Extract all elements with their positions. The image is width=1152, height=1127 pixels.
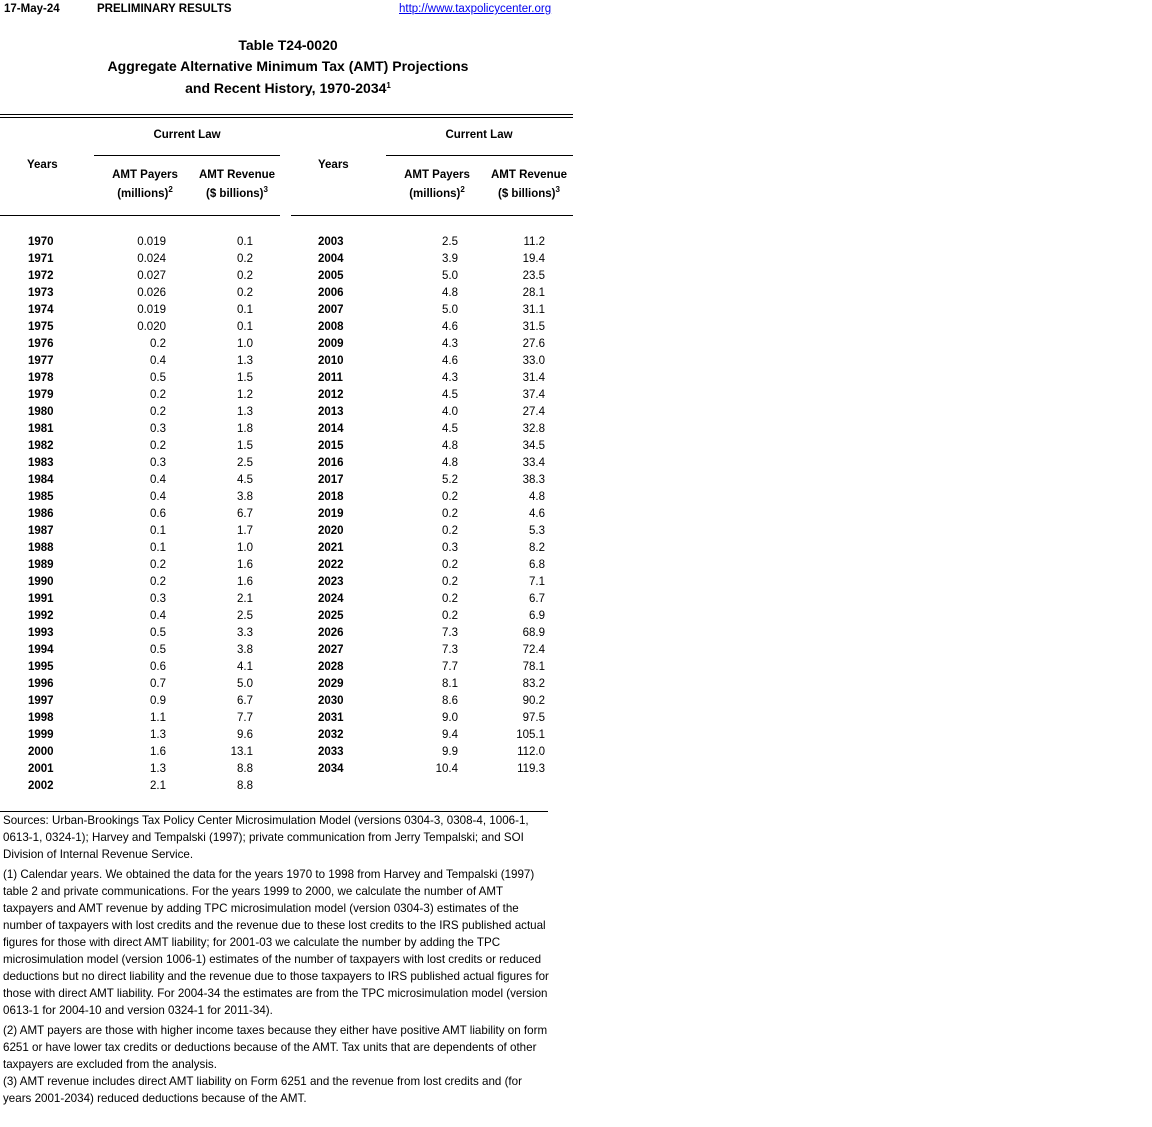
report-date: 17-May-24 [4, 3, 60, 15]
year-cell: 1981 [28, 423, 54, 435]
revenue-cell: 8.2 [529, 542, 545, 554]
revenue-cell: 4.5 [237, 474, 253, 486]
payers-cell: 9.0 [442, 712, 458, 724]
revenue-cell: 1.7 [237, 525, 253, 537]
payers-cell: 0.1 [150, 542, 166, 554]
payers-cell: 4.5 [442, 389, 458, 401]
revenue-unit-left [187, 185, 287, 200]
footnote-2: (2) AMT payers are those with higher income taxes because they either have positive AMT liability on form 6251 or have lower tax credits or deductions because of the AMT. Tax units that are dependents of other taxpayers are excluded from the analysis. [3, 1024, 548, 1071]
payers-cell: 8.1 [442, 678, 458, 690]
footnote-ref: 2 [168, 185, 173, 194]
payers-cell: 0.2 [442, 525, 458, 537]
revenue-cell: 105.1 [516, 729, 545, 741]
payers-cell: 1.1 [150, 712, 166, 724]
revenue-unit-right [479, 185, 579, 200]
payers-cell: 0.6 [150, 508, 166, 520]
year-cell: 2023 [318, 576, 344, 588]
revenue-cell: 9.6 [237, 729, 253, 741]
year-cell: 1970 [28, 236, 54, 248]
payers-cell: 9.9 [442, 746, 458, 758]
payers-cell: 0.5 [150, 644, 166, 656]
table-subtitle [0, 80, 576, 96]
footnote-3: (3) AMT revenue includes direct AMT liability on Form 6251 and the revenue from lost credits and (for years 2001-2034) reduced deductions because of the AMT. [3, 1075, 522, 1105]
payers-cell: 0.3 [150, 593, 166, 605]
revenue-cell: 1.3 [237, 355, 253, 367]
group-header-right: Current Law [445, 129, 513, 141]
year-cell: 2016 [318, 457, 344, 469]
payers-cell: 0.027 [137, 270, 166, 282]
year-cell: 2007 [318, 304, 344, 316]
year-cell: 2000 [28, 746, 54, 758]
revenue-cell: 8.8 [237, 780, 253, 792]
year-cell: 1986 [28, 508, 54, 520]
revenue-cell: 4.6 [529, 508, 545, 520]
revenue-cell: 1.3 [237, 406, 253, 418]
unit-text: (millions) [409, 188, 461, 200]
payers-cell: 0.2 [150, 576, 166, 588]
year-cell: 2003 [318, 236, 344, 248]
year-cell: 2026 [318, 627, 344, 639]
revenue-cell: 19.4 [522, 253, 545, 265]
years-header-left: Years [27, 159, 58, 171]
revenue-cell: 7.1 [529, 576, 545, 588]
year-cell: 2025 [318, 610, 344, 622]
revenue-cell: 1.6 [237, 576, 253, 588]
payers-cell: 1.3 [150, 729, 166, 741]
revenue-cell: 4.8 [529, 491, 545, 503]
year-cell: 1979 [28, 389, 54, 401]
year-cell: 2015 [318, 440, 344, 452]
revenue-cell: 2.1 [237, 593, 253, 605]
year-cell: 2034 [318, 763, 344, 775]
unit-text: ($ billions) [498, 188, 556, 200]
payers-cell: 0.020 [137, 321, 166, 333]
year-cell: 1996 [28, 678, 54, 690]
revenue-cell: 90.2 [522, 695, 545, 707]
header-rule-left [0, 215, 280, 216]
revenue-cell: 1.5 [237, 440, 253, 452]
revenue-cell: 38.3 [522, 474, 545, 486]
payers-cell: 0.2 [150, 338, 166, 350]
year-cell: 2002 [28, 780, 54, 792]
payers-header-left: AMT Payers [112, 169, 178, 181]
year-cell: 1976 [28, 338, 54, 350]
year-cell: 1985 [28, 491, 54, 503]
subtitle-text: and Recent History, 1970-2034 [185, 80, 387, 96]
year-cell: 2030 [318, 695, 344, 707]
year-cell: 1971 [28, 253, 54, 265]
payers-header-right: AMT Payers [404, 169, 470, 181]
footnote-ref: 3 [263, 185, 268, 194]
year-cell: 2014 [318, 423, 344, 435]
year-cell: 1999 [28, 729, 54, 741]
year-cell: 2006 [318, 287, 344, 299]
revenue-cell: 5.0 [237, 678, 253, 690]
revenue-cell: 3.8 [237, 644, 253, 656]
revenue-cell: 1.6 [237, 559, 253, 571]
payers-cell: 4.0 [442, 406, 458, 418]
top-rule [0, 114, 573, 115]
year-cell: 1972 [28, 270, 54, 282]
payers-cell: 7.3 [442, 644, 458, 656]
year-cell: 2019 [318, 508, 344, 520]
year-cell: 2005 [318, 270, 344, 282]
year-cell: 2020 [318, 525, 344, 537]
year-cell: 2012 [318, 389, 344, 401]
year-cell: 2032 [318, 729, 344, 741]
payers-cell: 4.3 [442, 372, 458, 384]
payers-cell: 4.8 [442, 457, 458, 469]
year-cell: 2008 [318, 321, 344, 333]
payers-cell: 0.2 [150, 389, 166, 401]
revenue-cell: 0.1 [237, 304, 253, 316]
payers-cell: 0.2 [150, 406, 166, 418]
year-cell: 2010 [318, 355, 344, 367]
revenue-cell: 33.4 [522, 457, 545, 469]
tpc-website-link[interactable]: http://www.taxpolicycenter.org [399, 3, 552, 15]
payers-cell: 0.2 [442, 508, 458, 520]
year-cell: 2017 [318, 474, 344, 486]
revenue-cell: 33.0 [522, 355, 545, 367]
revenue-cell: 1.0 [237, 542, 253, 554]
year-cell: 2024 [318, 593, 344, 605]
revenue-cell: 31.5 [522, 321, 545, 333]
year-cell: 1977 [28, 355, 54, 367]
payers-cell: 7.3 [442, 627, 458, 639]
revenue-cell: 68.9 [522, 627, 545, 639]
footnote-ref: 3 [555, 185, 560, 194]
payers-cell: 2.5 [442, 236, 458, 248]
payers-cell: 0.2 [150, 559, 166, 571]
payers-cell: 0.7 [150, 678, 166, 690]
header-rule-right [291, 215, 573, 216]
year-cell: 1990 [28, 576, 54, 588]
revenue-cell: 13.1 [230, 746, 253, 758]
revenue-cell: 6.8 [529, 559, 545, 571]
year-cell: 2004 [318, 253, 344, 265]
payers-cell: 7.7 [442, 661, 458, 673]
footnote-1: (1) Calendar years. We obtained the data for the years 1970 to 1998 from Harvey and Tempalski (1997) table 2 and private communications. For the years 1999 to 2000, we calculate the number of AMT taxpayers and AMT revenue by adding TPC microsimulation model (version 0304-3) estimates of the number of taxpayers with lost credits and the revenue due to these lost credits to the IRS published actual figures for those with direct AMT liability; for 2001-03 we calculate the number by adding the TPC microsimulation model (version 1006-1) estimates of the number of taxpayers with lost credits or reduced deductions but no direct liability and the revenue due to those taxpayers to IRS published actual figures for those with direct AMT liability. For 2004-34 the estimates are from the TPC microsimulation model (version 0613-1 for 2004-10 and version 0324-1 for 2011-34). [3, 868, 549, 1017]
year-cell: 2011 [318, 372, 343, 384]
revenue-cell: 2.5 [237, 610, 253, 622]
group-rule-left [94, 155, 280, 156]
payers-cell: 0.5 [150, 372, 166, 384]
payers-cell: 0.3 [150, 457, 166, 469]
revenue-cell: 2.5 [237, 457, 253, 469]
year-cell: 1997 [28, 695, 54, 707]
year-cell: 2009 [318, 338, 344, 350]
revenue-cell: 0.2 [237, 287, 253, 299]
payers-cell: 4.6 [442, 355, 458, 367]
payers-cell: 4.8 [442, 287, 458, 299]
revenue-cell: 3.3 [237, 627, 253, 639]
revenue-cell: 31.4 [522, 372, 545, 384]
revenue-cell: 1.8 [237, 423, 253, 435]
revenue-cell: 34.5 [522, 440, 545, 452]
payers-cell: 0.4 [150, 474, 166, 486]
year-cell: 1984 [28, 474, 54, 486]
unit-text: ($ billions) [206, 188, 264, 200]
year-cell: 2022 [318, 559, 344, 571]
payers-cell: 0.2 [442, 593, 458, 605]
revenue-cell: 27.6 [522, 338, 545, 350]
payers-cell: 0.2 [442, 576, 458, 588]
year-cell: 1975 [28, 321, 54, 333]
payers-cell: 8.6 [442, 695, 458, 707]
payers-cell: 5.2 [442, 474, 458, 486]
payers-cell: 10.4 [435, 763, 458, 775]
footnotes [3, 812, 551, 1110]
payers-cell: 4.3 [442, 338, 458, 350]
table-title: Aggregate Alternative Minimum Tax (AMT) Projections [107, 58, 469, 74]
year-cell: 2031 [318, 712, 344, 724]
revenue-cell: 4.1 [237, 661, 253, 673]
revenue-cell: 119.3 [517, 763, 545, 775]
payers-cell: 0.2 [442, 491, 458, 503]
revenue-header-left: AMT Revenue [198, 169, 276, 181]
revenue-cell: 1.5 [237, 372, 253, 384]
year-cell: 1995 [28, 661, 54, 673]
revenue-cell: 1.0 [237, 338, 253, 350]
revenue-cell: 6.7 [529, 593, 545, 605]
year-cell: 2028 [318, 661, 344, 673]
payers-cell: 0.3 [442, 542, 458, 554]
year-cell: 1994 [28, 644, 54, 656]
revenue-cell: 11.2 [523, 236, 545, 248]
payers-cell: 0.5 [150, 627, 166, 639]
year-cell: 2033 [318, 746, 344, 758]
unit-text: (millions) [117, 188, 169, 200]
year-cell: 1991 [28, 593, 54, 605]
payers-cell: 4.6 [442, 321, 458, 333]
revenue-cell: 31.1 [522, 304, 545, 316]
payers-cell: 3.9 [442, 253, 458, 265]
year-cell: 2013 [318, 406, 344, 418]
year-cell: 1993 [28, 627, 54, 639]
revenue-cell: 72.4 [522, 644, 545, 656]
year-cell: 1987 [28, 525, 54, 537]
year-cell: 1978 [28, 372, 54, 384]
payers-cell: 0.2 [442, 610, 458, 622]
payers-cell: 0.6 [150, 661, 166, 673]
revenue-cell: 3.8 [237, 491, 253, 503]
revenue-cell: 28.1 [522, 287, 545, 299]
payers-cell: 4.8 [442, 440, 458, 452]
payers-cell: 9.4 [442, 729, 458, 741]
revenue-cell: 6.7 [237, 695, 253, 707]
year-cell: 1992 [28, 610, 54, 622]
year-cell: 1980 [28, 406, 54, 418]
year-cell: 1982 [28, 440, 54, 452]
revenue-header-right: AMT Revenue [490, 169, 568, 181]
revenue-cell: 97.5 [522, 712, 545, 724]
year-cell: 2021 [318, 542, 344, 554]
revenue-cell: 27.4 [522, 406, 545, 418]
revenue-cell: 83.2 [522, 678, 545, 690]
revenue-cell: 5.3 [529, 525, 545, 537]
group-header-left: Current Law [153, 129, 221, 141]
revenue-cell: 7.7 [237, 712, 253, 724]
payers-cell: 0.026 [137, 287, 166, 299]
payers-cell: 0.4 [150, 355, 166, 367]
year-cell: 2001 [28, 763, 54, 775]
payers-cell: 0.019 [137, 236, 166, 248]
revenue-cell: 1.2 [237, 389, 253, 401]
revenue-cell: 78.1 [522, 661, 545, 673]
top-rule-double [0, 117, 573, 118]
year-cell: 2027 [318, 644, 344, 656]
revenue-cell: 0.2 [237, 270, 253, 282]
year-cell: 1973 [28, 287, 54, 299]
revenue-cell: 37.4 [522, 389, 545, 401]
payers-cell: 1.3 [150, 763, 166, 775]
year-cell: 1988 [28, 542, 54, 554]
payers-cell: 0.3 [150, 423, 166, 435]
years-header-right: Years [318, 159, 349, 171]
group-rule-right [386, 155, 573, 156]
payers-cell: 5.0 [442, 304, 458, 316]
year-cell: 2029 [318, 678, 344, 690]
payers-cell: 1.6 [150, 746, 166, 758]
revenue-cell: 0.1 [237, 236, 253, 248]
payers-cell: 0.024 [137, 253, 166, 265]
year-cell: 1974 [28, 304, 54, 316]
year-cell: 1983 [28, 457, 54, 469]
payers-cell: 4.5 [442, 423, 458, 435]
preliminary-label: PRELIMINARY RESULTS [97, 3, 232, 15]
payers-cell: 0.4 [150, 491, 166, 503]
footnote-ref: 1 [386, 81, 391, 90]
payers-cell: 0.2 [442, 559, 458, 571]
sources-note: Sources: Urban-Brookings Tax Policy Center Microsimulation Model (versions 0304-3, 0308-4, 1006-1, 0613-1, 0324-1); Harvey and Tempalski (1997); private communication from Jerry Tempalski; and SOI Division of Internal Revenue Service. [3, 814, 529, 861]
footnote-ref: 2 [460, 185, 465, 194]
payers-cell: 0.4 [150, 610, 166, 622]
table-number: Table T24-0020 [238, 37, 338, 53]
payers-cell: 0.1 [150, 525, 166, 537]
year-cell: 1998 [28, 712, 54, 724]
revenue-cell: 0.2 [237, 253, 253, 265]
payers-cell: 0.9 [150, 695, 166, 707]
year-cell: 1989 [28, 559, 54, 571]
revenue-cell: 23.5 [522, 270, 545, 282]
year-cell: 2018 [318, 491, 344, 503]
revenue-cell: 32.8 [522, 423, 545, 435]
payers-cell: 0.2 [150, 440, 166, 452]
revenue-cell: 8.8 [237, 763, 253, 775]
payers-cell: 2.1 [150, 780, 166, 792]
payers-unit-right [387, 185, 487, 200]
payers-cell: 5.0 [442, 270, 458, 282]
payers-cell: 0.019 [137, 304, 166, 316]
revenue-cell: 112.0 [517, 746, 545, 758]
revenue-cell: 6.7 [237, 508, 253, 520]
revenue-cell: 6.9 [529, 610, 545, 622]
revenue-cell: 0.1 [237, 321, 253, 333]
payers-unit-left [95, 185, 195, 200]
